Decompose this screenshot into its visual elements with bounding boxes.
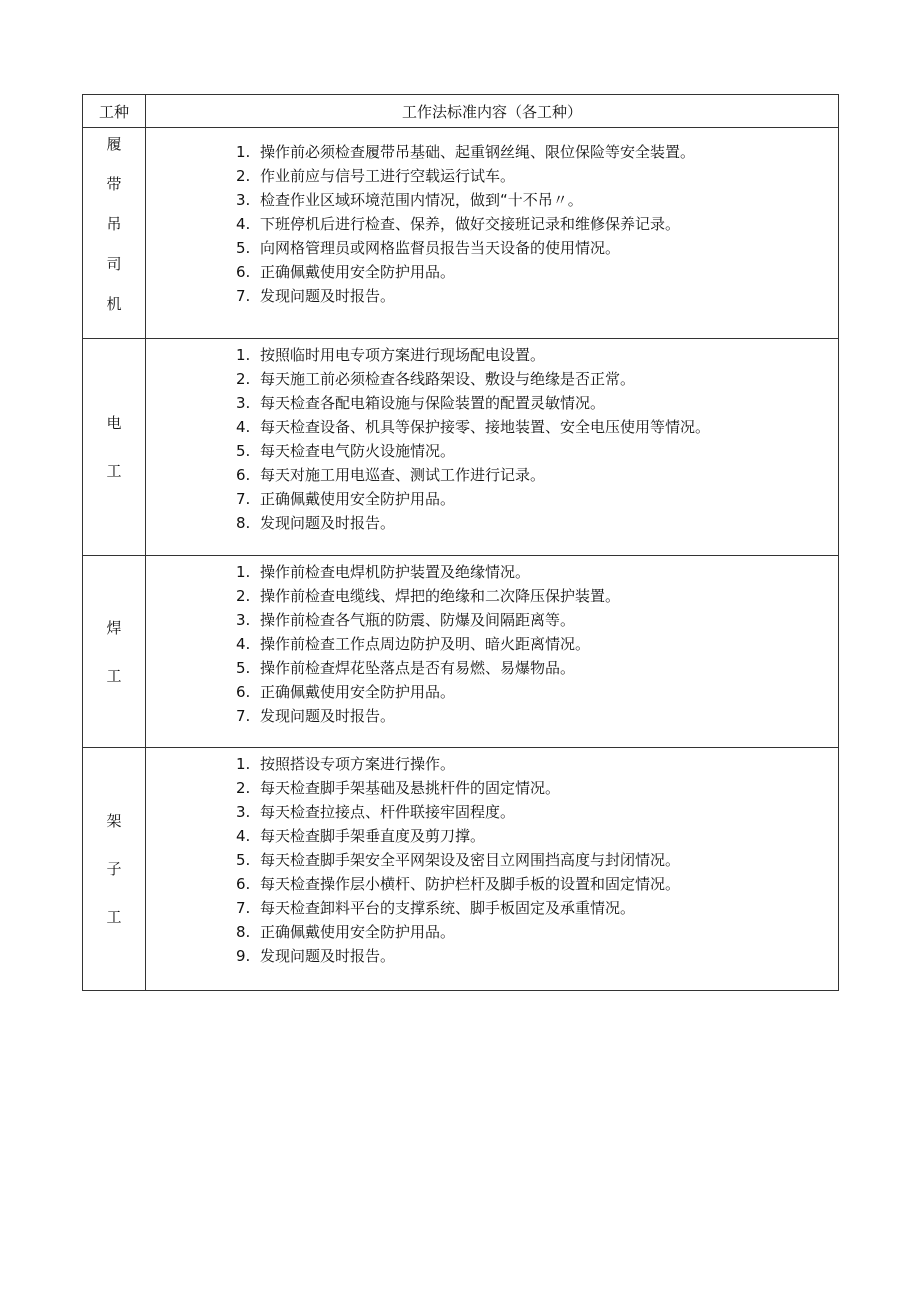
item-text: 操作前检查电缆线、焊把的绝缘和二次降压保护装置。 <box>260 587 621 605</box>
item-text: 每天检查脚手架基础及悬挑杆件的固定情况。 <box>260 779 561 797</box>
list-item <box>146 164 838 188</box>
item-number: 6. <box>236 466 251 484</box>
item-number: 7. <box>236 707 251 725</box>
list-item <box>146 800 838 824</box>
item-text: 按照临时用电专项方案进行现场配电设置。 <box>260 346 546 364</box>
job-type-char: 机 <box>106 295 122 313</box>
item-text: 每天检查各配电箱设施与保险装置的配置灵敏情况。 <box>260 394 606 412</box>
table-row <box>83 748 839 991</box>
item-number: 7. <box>236 287 251 305</box>
list-item <box>146 343 838 367</box>
item-text: 操作前检查焊花坠落点是否有易燃、易爆物品。 <box>260 659 576 677</box>
list-item <box>146 848 838 872</box>
item-text: 发现问题及时报告。 <box>260 707 396 725</box>
item-text: 每天检查设备、机具等保护接零、接地装置、安全电压使用等情况。 <box>260 418 711 436</box>
list-item <box>146 824 838 848</box>
list-item <box>146 260 838 284</box>
list-item <box>146 920 838 944</box>
table-row <box>83 128 839 339</box>
job-type-char: 子 <box>106 860 122 878</box>
item-number: 5. <box>236 659 251 677</box>
standards-list <box>146 339 838 535</box>
header-content: 工作法标准内容（各工种） <box>146 95 839 128</box>
list-item <box>146 212 838 236</box>
item-number: 4. <box>236 215 251 233</box>
job-type-char: 架 <box>106 812 122 830</box>
item-text: 每天检查脚手架安全平网架设及密目立网围挡高度与封闭情况。 <box>260 851 681 869</box>
item-text: 操作前检查各气瓶的防震、防爆及间隔距离等。 <box>260 611 576 629</box>
list-item <box>146 656 838 680</box>
job-type-char: 吊 <box>106 215 122 233</box>
item-text: 正确佩戴使用安全防护用品。 <box>260 263 456 281</box>
list-item <box>146 391 838 415</box>
list-item <box>146 463 838 487</box>
job-type-char: 电 <box>106 414 122 432</box>
list-item <box>146 284 838 308</box>
item-number: 2. <box>236 779 251 797</box>
item-number: 3. <box>236 394 251 412</box>
job-type-char: 工 <box>106 462 122 480</box>
table-row <box>83 556 839 748</box>
item-text: 正确佩戴使用安全防护用品。 <box>260 923 456 941</box>
item-text: 按照搭设专项方案进行操作。 <box>260 755 456 773</box>
item-number: 1. <box>236 346 251 364</box>
item-text: 发现问题及时报告。 <box>260 514 396 532</box>
item-number: 4. <box>236 418 251 436</box>
item-text: 每天检查脚手架垂直度及剪刀撑。 <box>260 827 486 845</box>
list-item <box>146 776 838 800</box>
standards-content-cell <box>146 748 839 991</box>
item-number: 2. <box>236 370 251 388</box>
job-type-cell <box>83 128 146 339</box>
job-type-char: 工 <box>106 666 122 685</box>
job-type-char: 焊 <box>106 618 122 637</box>
item-number: 3. <box>236 611 251 629</box>
item-number: 1. <box>236 563 251 581</box>
list-item <box>146 439 838 463</box>
item-number: 2. <box>236 587 251 605</box>
item-number: 4. <box>236 827 251 845</box>
list-item <box>146 704 838 728</box>
item-text: 每天检查操作层小横杆、防护栏杆及脚手板的设置和固定情况。 <box>260 875 681 893</box>
list-item <box>146 872 838 896</box>
header-type: 工种 <box>83 95 146 128</box>
item-text: 发现问题及时报告。 <box>260 287 396 305</box>
item-number: 5. <box>236 851 251 869</box>
item-text: 操作前检查工作点周边防护及明、暗火距离情况。 <box>260 635 591 653</box>
list-item <box>146 632 838 656</box>
work-standards-table <box>82 94 839 991</box>
item-number: 5. <box>236 442 251 460</box>
standards-content-cell <box>146 128 839 339</box>
item-number: 3. <box>236 191 251 209</box>
job-type-char: 履 <box>106 135 122 153</box>
list-item <box>146 944 838 968</box>
item-text: 每天对施工用电巡查、测试工作进行记录。 <box>260 466 546 484</box>
item-number: 9. <box>236 947 251 965</box>
item-text: 操作前检查电焊机防护装置及绝缘情况。 <box>260 563 531 581</box>
list-item <box>146 367 838 391</box>
table-header-row <box>83 95 839 128</box>
standards-content-cell <box>146 339 839 556</box>
job-type-char: 司 <box>106 255 122 273</box>
item-number: 1. <box>236 143 251 161</box>
job-type-char: 工 <box>106 908 122 926</box>
item-number: 3. <box>236 803 251 821</box>
item-number: 6. <box>236 875 251 893</box>
item-number: 8. <box>236 923 251 941</box>
item-text: 每天施工前必须检查各线路架设、敷设与绝缘是否正常。 <box>260 370 636 388</box>
list-item <box>146 752 838 776</box>
item-text: 每天检查卸料平台的支撑系统、脚手板固定及承重情况。 <box>260 899 636 917</box>
list-item <box>146 415 838 439</box>
list-item <box>146 560 838 584</box>
item-text: 每天检查电气防火设施情况。 <box>260 442 456 460</box>
standards-list <box>146 556 838 728</box>
item-text: 操作前必须检查履带吊基础、起重钢丝绳、限位保险等安全装置。 <box>260 143 696 161</box>
item-number: 7. <box>236 490 251 508</box>
item-number: 7. <box>236 899 251 917</box>
item-text: 正确佩戴使用安全防护用品。 <box>260 490 456 508</box>
item-text: 下班停机后进行检查、保养，做好交接班记录和维修保养记录。 <box>260 215 681 233</box>
item-number: 5. <box>236 239 251 257</box>
job-type-char: 带 <box>106 175 122 193</box>
item-text: 向网格管理员或网格监督员报告当天设备的使用情况。 <box>260 239 621 257</box>
list-item <box>146 487 838 511</box>
item-number: 1. <box>236 755 251 773</box>
item-text: 发现问题及时报告。 <box>260 947 396 965</box>
item-text: 每天检查拉接点、杆件联接牢固程度。 <box>260 803 516 821</box>
list-item <box>146 511 838 535</box>
item-number: 4. <box>236 635 251 653</box>
standards-list <box>146 748 838 968</box>
item-text: 正确佩戴使用安全防护用品。 <box>260 683 456 701</box>
table-row <box>83 339 839 556</box>
item-text: 检查作业区域环境范围内情况，做到“十不吊〃。 <box>260 191 583 209</box>
standards-content-cell <box>146 556 839 748</box>
job-type-cell <box>83 556 146 748</box>
standards-list <box>146 128 838 308</box>
job-type-cell <box>83 748 146 991</box>
list-item <box>146 896 838 920</box>
item-number: 2. <box>236 167 251 185</box>
item-number: 6. <box>236 683 251 701</box>
list-item <box>146 608 838 632</box>
list-item <box>146 680 838 704</box>
list-item <box>146 236 838 260</box>
job-type-cell <box>83 339 146 556</box>
item-text: 作业前应与信号工进行空载运行试车。 <box>260 167 516 185</box>
list-item <box>146 188 838 212</box>
item-number: 8. <box>236 514 251 532</box>
list-item <box>146 584 838 608</box>
item-number: 6. <box>236 263 251 281</box>
list-item <box>146 140 838 164</box>
